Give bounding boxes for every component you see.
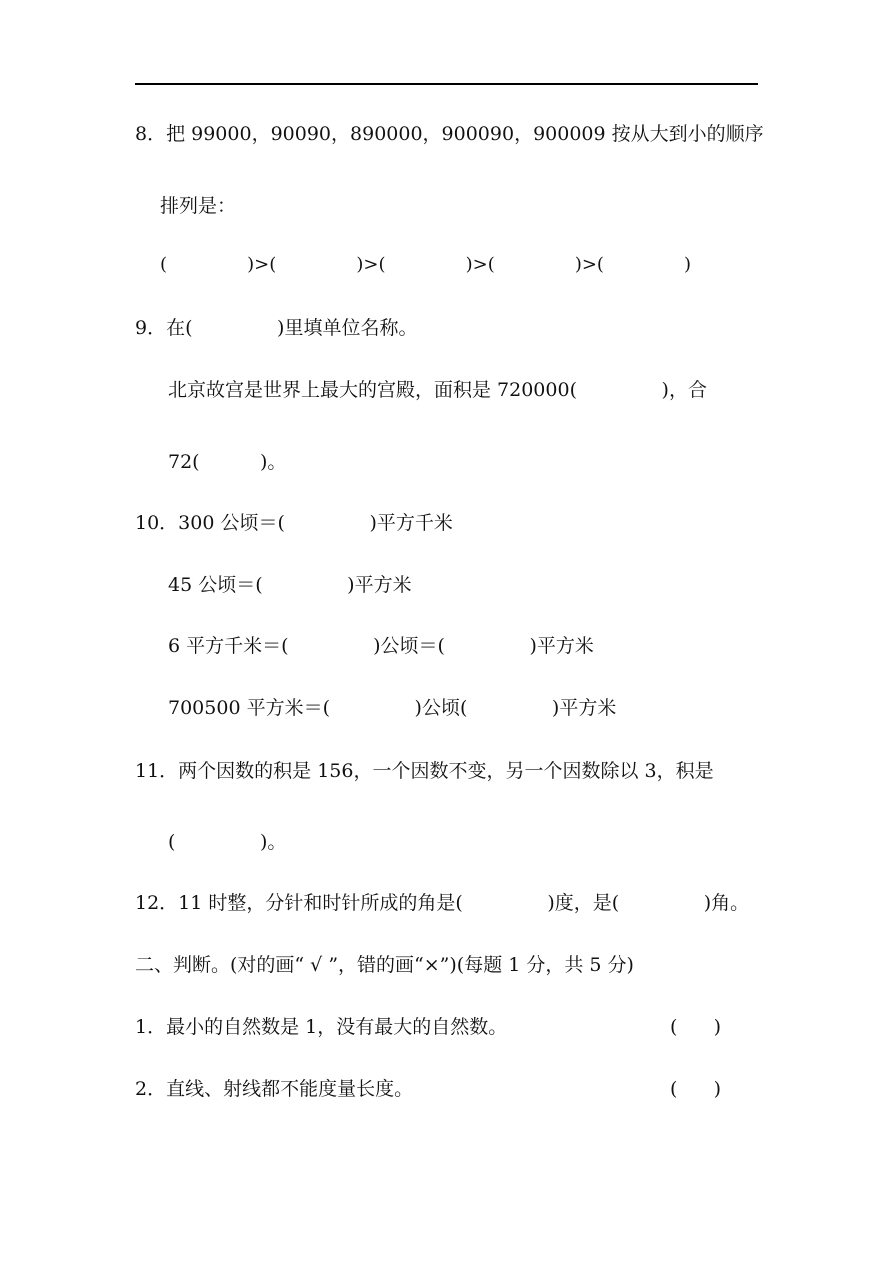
question-9-text: 9．在( )里填单位名称。 [135, 317, 418, 339]
question-8-continuation: 排列是： [160, 195, 237, 217]
question-10-line-3: 6 平方千米＝( )公顷＝( )平方米 [168, 635, 594, 657]
question-8-text: 8．把 99000，90090，890000，900090，900009 按从大到小的顺序 [135, 123, 764, 145]
header-rule [135, 83, 758, 85]
question-9-statement: 北京故宫是世界上最大的宫殿，面积是 720000( )，合 [168, 379, 707, 401]
judgement-2-text: 2．直线、射线都不能度量长度。 [135, 1078, 414, 1100]
question-10-line-4: 700500 平方米＝( )公顷( )平方米 [168, 697, 617, 719]
question-11-text: 11．两个因数的积是 156，一个因数不变，另一个因数除以 3，积是 [135, 760, 714, 782]
question-10-line-2: 45 公顷＝( )平方米 [168, 574, 412, 596]
section-2-heading: 二、判断。(对的画“ √ ”，错的画“×”)(每题 1 分，共 5 分) [135, 954, 634, 976]
judgement-1-text: 1．最小的自然数是 1，没有最大的自然数。 [135, 1016, 508, 1038]
question-9-continuation: 72( )。 [168, 451, 287, 473]
judgement-1-answer-blank: ( ) [670, 1016, 722, 1038]
question-11-answer-blank: ( )。 [168, 831, 287, 853]
judgement-2-answer-blank: ( ) [670, 1078, 722, 1100]
question-10-line-1: 10．300 公顷＝( )平方千米 [135, 512, 453, 534]
question-8-answer-blanks: ( )>( )>( )>( )>( ) [160, 254, 692, 275]
question-12-text: 12．11 时整，分针和时针所成的角是( )度，是( )角。 [135, 892, 750, 914]
